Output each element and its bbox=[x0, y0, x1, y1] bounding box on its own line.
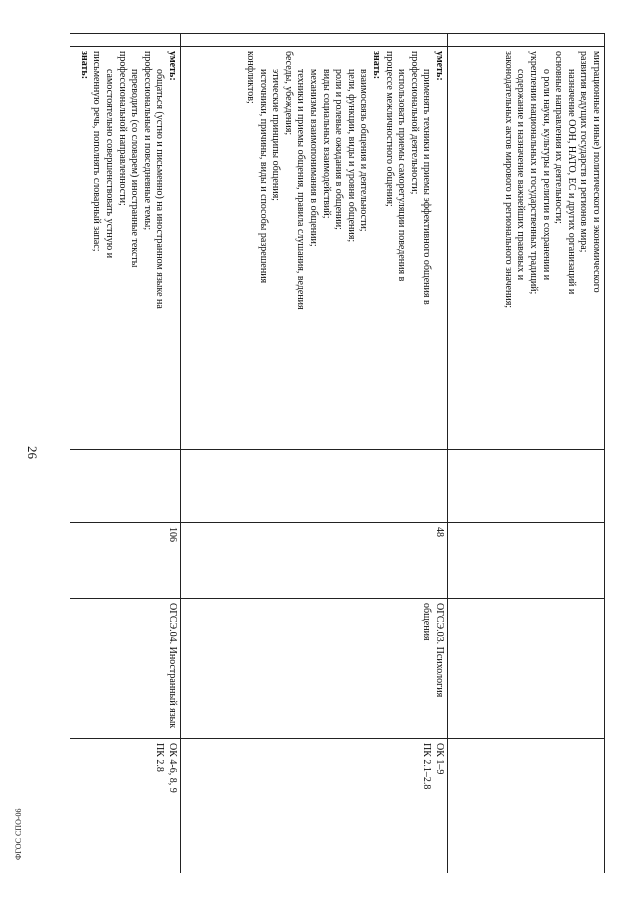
requirement-line: цели, функции, виды и уровни общения; bbox=[345, 69, 357, 243]
max-hours-cell bbox=[181, 450, 448, 523]
requirement-line: профессиональной деятельности; bbox=[408, 51, 420, 195]
professional-competency-code: ПК 2.1–2.8 bbox=[421, 743, 433, 790]
general-competency-code: ОК 1–9 bbox=[434, 743, 445, 775]
hours-cell: 106 bbox=[70, 523, 181, 599]
requirement-line: процессе межличностного общения; bbox=[383, 51, 395, 207]
requirement-line: профессиональной направленности; bbox=[116, 51, 128, 206]
table-row bbox=[70, 34, 181, 874]
discipline-cell bbox=[448, 599, 605, 739]
requirement-line: этические принципы общения; bbox=[270, 69, 282, 201]
section-keyword: знать: bbox=[78, 51, 90, 80]
requirement-line: укреплении национальных и государственных традиций; bbox=[528, 51, 540, 295]
requirement-line: техники и приемы общения, правила слушания, ведения bbox=[295, 69, 307, 310]
page-number: 26 bbox=[25, 446, 40, 459]
requirement-line: профессиональные и повседневные темы; bbox=[141, 51, 153, 231]
requirement-line: развития ведущих государств и регионов мира; bbox=[578, 51, 590, 253]
requirement-line: миграционные и иные) политического и экономического bbox=[591, 51, 602, 293]
standard-table-frame bbox=[70, 33, 605, 873]
requirement-line: механизмы взаимопонимания в общении; bbox=[308, 69, 320, 247]
competency-codes-cell bbox=[448, 739, 605, 874]
index-cell bbox=[181, 34, 448, 47]
requirement-line: источники, причины, виды и способы разрешения bbox=[257, 69, 269, 284]
requirement-line: содержание и назначение важнейших правовых и bbox=[515, 69, 527, 281]
requirement-line: применять техники и приемы эффективного общения в bbox=[421, 69, 433, 305]
competency-codes-cell bbox=[70, 739, 181, 874]
requirement-line: основные направления их деятельности; bbox=[553, 51, 565, 224]
requirement-line: законодательных актов мирового и регионального значения; bbox=[502, 51, 514, 309]
requirement-line: взаимосвязь общения и деятельности; bbox=[358, 69, 370, 232]
hours-cell: 48 bbox=[181, 523, 448, 599]
table-body bbox=[70, 34, 605, 874]
requirement-line: назначение ООН, НАТО, ЕС и других организаций и bbox=[565, 69, 577, 295]
competency-codes-cell bbox=[181, 739, 448, 874]
requirements-cell bbox=[181, 47, 448, 450]
index-cell bbox=[448, 34, 605, 47]
footer-label: ФГОС СПО-06 bbox=[14, 808, 23, 860]
discipline-cell: ОГСЭ.03. Психология общения bbox=[181, 599, 448, 739]
hours-cell bbox=[448, 523, 605, 599]
table-row bbox=[181, 34, 448, 874]
discipline-requirements-table bbox=[70, 33, 605, 873]
requirement-line: письменную речь, пополнять словарный запас; bbox=[91, 51, 103, 252]
rotated-table-wrapper bbox=[70, 33, 605, 873]
requirement-line: самостоятельно совершенствовать устную и bbox=[104, 69, 116, 259]
requirement-line: конфликтов; bbox=[245, 51, 257, 104]
requirements-cell bbox=[448, 47, 605, 450]
requirement-line: использовать приемы саморегуляции поведения в bbox=[396, 69, 408, 282]
requirement-line: роли и ролевые ожидания в общении; bbox=[333, 69, 345, 230]
requirement-line: общаться (устно и письменно) на иностранном языке на bbox=[154, 69, 166, 309]
discipline-cell: ОГСЭ.04. Иностранный язык bbox=[70, 599, 181, 739]
requirement-line: переводить (со словарем) иностранные тексты bbox=[129, 69, 141, 268]
max-hours-cell bbox=[70, 450, 181, 523]
requirement-line: беседы, убеждения; bbox=[282, 51, 294, 136]
table-row bbox=[448, 34, 605, 874]
section-keyword: уметь: bbox=[434, 51, 445, 81]
general-competency-code: ОК 4-6, 8, 9 bbox=[167, 743, 178, 793]
professional-competency-code: ПК 2.8 bbox=[154, 743, 166, 772]
index-cell bbox=[70, 34, 181, 47]
requirement-line: виды социальных взаимодействий; bbox=[320, 69, 332, 219]
section-keyword: знать: bbox=[371, 51, 383, 80]
requirements-cell bbox=[70, 47, 181, 450]
section-keyword: уметь: bbox=[167, 51, 178, 81]
requirement-line: о роли науки, культуры и религии в сохранении и bbox=[540, 69, 552, 281]
max-hours-cell bbox=[448, 450, 605, 523]
